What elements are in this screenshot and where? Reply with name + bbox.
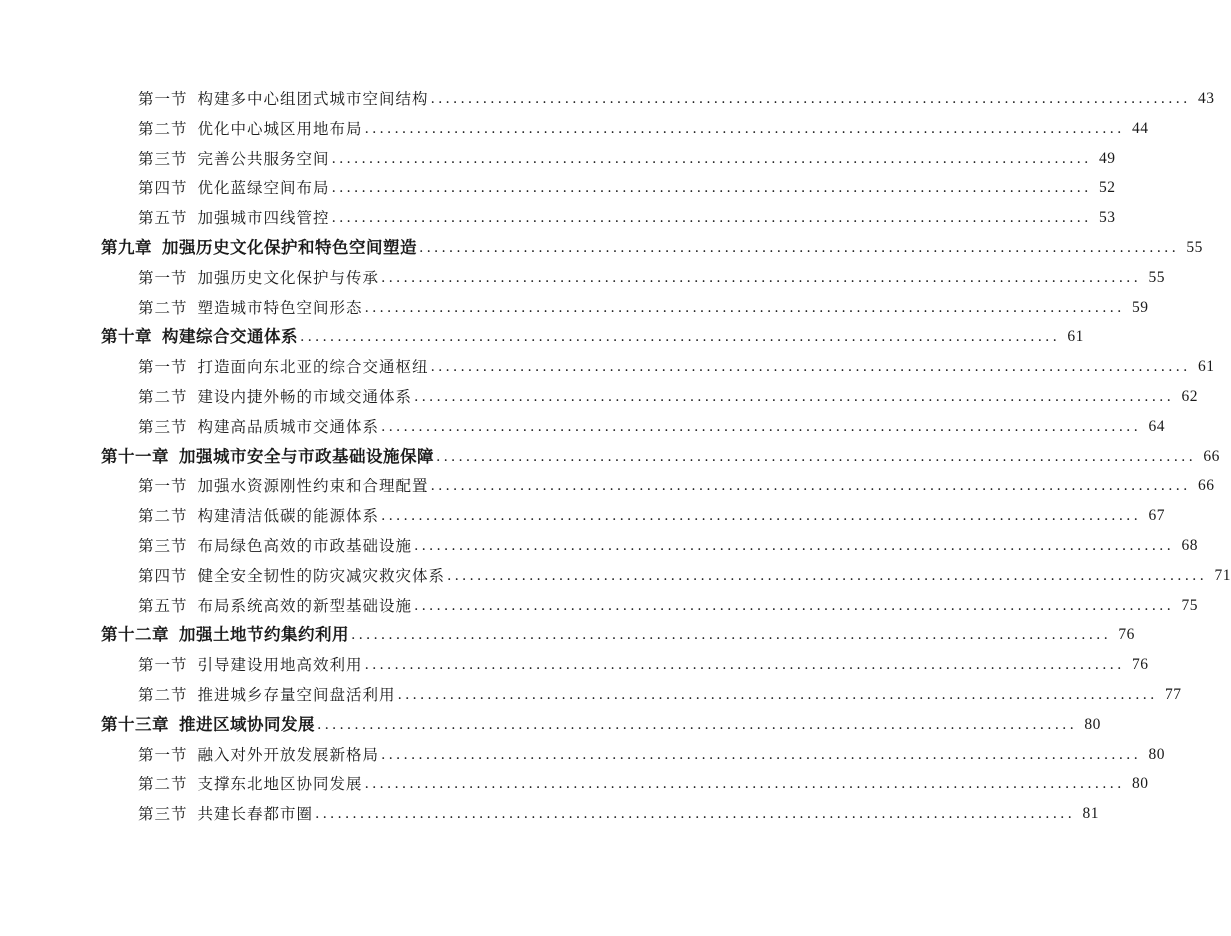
toc-page-number: 61 — [1197, 358, 1215, 376]
toc-page-number: 68 — [1181, 537, 1198, 554]
toc-section-entry[interactable] — [0, 680, 1182, 710]
toc-entry-title: 推进城乡存量空间盘活利用 — [197, 686, 396, 704]
toc-page-number: 66 — [1197, 477, 1215, 495]
toc-section-entry[interactable] — [0, 799, 1099, 829]
toc-section-entry[interactable] — [0, 412, 1165, 442]
toc-entry-title: 构建多中心组团式城市空间结构 — [197, 90, 429, 108]
toc-chapter-entry[interactable] — [0, 710, 1101, 740]
toc-section-entry[interactable] — [0, 144, 1116, 174]
toc-dot-leader: ...................................................................................................... — [447, 567, 1207, 584]
toc-entry-number: 第一节 — [138, 477, 188, 496]
toc-entry-number: 第十三章 — [101, 714, 169, 734]
toc-entry-title: 加强城市四线管控 — [197, 209, 330, 228]
toc-entry-number: 第一节 — [138, 656, 188, 675]
toc-entry-title: 建设内捷外畅的市域交通体系 — [197, 388, 413, 406]
toc-entry-number: 第三节 — [138, 805, 188, 824]
toc-section-entry[interactable] — [0, 740, 1165, 770]
toc-entry-title: 塑造城市特色空间形态 — [197, 298, 363, 317]
toc-page-number: 55 — [1148, 268, 1165, 286]
toc-entry-title: 优化蓝绿空间布局 — [197, 179, 330, 198]
toc-dot-leader: ...................................................................................................... — [419, 240, 1179, 256]
toc-entry-title: 构建高品质城市交通体系 — [197, 417, 380, 436]
toc-section-entry[interactable] — [0, 114, 1149, 144]
toc-page-number: 80 — [1084, 715, 1101, 733]
toc-entry-number: 第一节 — [138, 268, 188, 287]
toc-page-number: 80 — [1148, 745, 1165, 763]
toc-entry-title: 优化中心城区用地布局 — [197, 119, 363, 138]
toc-dot-leader: ...................................................................................................... — [414, 389, 1174, 405]
toc-entry-number: 第三节 — [138, 149, 188, 168]
toc-page-number: 71 — [1214, 566, 1231, 584]
toc-entry-number: 第二节 — [138, 119, 188, 138]
toc-dot-leader: ...................................................................................................... — [381, 508, 1141, 525]
toc-dot-leader: ...................................................................................................... — [381, 418, 1141, 435]
toc-dot-leader: ...................................................................................................... — [381, 746, 1141, 763]
toc-section-entry[interactable] — [0, 352, 1215, 382]
toc-dot-leader: ...................................................................................................... — [351, 627, 1111, 644]
toc-dot-leader: ...................................................................................................... — [381, 269, 1141, 286]
toc-chapter-entry[interactable] — [0, 233, 1203, 263]
toc-entry-number: 第九章 — [101, 238, 152, 257]
toc-entry-number: 第十章 — [101, 327, 152, 347]
toc-dot-leader: ...................................................................................................... — [436, 448, 1196, 465]
toc-page-number: 61 — [1067, 328, 1084, 346]
toc-entry-number: 第十二章 — [101, 625, 169, 645]
toc-dot-leader: ...................................................................................................... — [317, 716, 1077, 733]
toc-entry-title: 构建清洁低碳的能源体系 — [197, 507, 380, 526]
toc-dot-leader: ...................................................................................................... — [300, 329, 1060, 346]
toc-entry-title: 完善公共服务空间 — [197, 149, 330, 168]
toc-dot-leader: ...................................................................................................... — [331, 180, 1092, 197]
toc-dot-leader: ...................................................................................................... — [364, 776, 1125, 793]
toc-page-number: 64 — [1148, 417, 1165, 435]
toc-section-entry[interactable] — [0, 591, 1198, 621]
toc-section-entry[interactable] — [0, 84, 1215, 114]
toc-entry-title: 布局绿色高效的市政基础设施 — [197, 537, 413, 555]
toc-entry-title: 布局系统高效的新型基础设施 — [197, 596, 413, 615]
toc-chapter-entry[interactable] — [0, 620, 1135, 650]
toc-dot-leader: ...................................................................................................... — [315, 806, 1075, 823]
toc-entry-title: 健全安全韧性的防灾减灾救灾体系 — [197, 566, 446, 585]
toc-chapter-entry[interactable] — [0, 442, 1220, 472]
toc-dot-leader: ...................................................................................................... — [430, 91, 1191, 107]
toc-entry-number: 第二节 — [138, 507, 188, 526]
toc-entry-title: 加强历史文化保护与传承 — [197, 268, 380, 287]
toc-dot-leader: ...................................................................................................... — [414, 538, 1174, 554]
toc-page-number: 62 — [1181, 388, 1198, 405]
toc-dot-leader: ...................................................................................................... — [430, 478, 1191, 495]
toc-entry-title: 支撑东北地区协同发展 — [197, 775, 363, 794]
toc-entry-number: 第四节 — [138, 179, 188, 198]
toc-entry-title: 构建综合交通体系 — [162, 327, 298, 347]
toc-section-entry[interactable] — [0, 293, 1149, 323]
toc-entry-number: 第二节 — [138, 298, 188, 317]
toc-entry-number: 第三节 — [138, 417, 188, 436]
toc-page-number: 43 — [1197, 90, 1215, 107]
toc-entry-number: 第一节 — [138, 358, 188, 377]
toc-section-entry[interactable] — [0, 501, 1165, 531]
toc-entry-title: 加强历史文化保护和特色空间塑造 — [162, 238, 417, 257]
toc-entry-title: 推进区域协同发展 — [179, 714, 315, 734]
toc-dot-leader: ...................................................................................................... — [331, 150, 1092, 167]
toc-section-entry[interactable] — [0, 561, 1231, 591]
toc-entry-number: 第二节 — [138, 686, 188, 704]
toc-page-number: 80 — [1131, 775, 1149, 793]
toc-page-number: 66 — [1203, 447, 1220, 465]
toc-section-entry[interactable] — [0, 471, 1215, 501]
toc-page-number: 67 — [1148, 507, 1165, 525]
toc-page-number: 76 — [1131, 656, 1149, 674]
toc-entry-number: 第十一章 — [101, 446, 169, 466]
toc-entry-number: 第三节 — [138, 537, 188, 555]
toc-dot-leader: ...................................................................................................... — [397, 687, 1158, 703]
toc-entry-title: 打造面向东北亚的综合交通枢纽 — [197, 358, 429, 377]
toc-section-entry[interactable] — [0, 769, 1149, 799]
toc-entry-title: 共建长春都市圈 — [197, 805, 314, 824]
toc-entry-number: 第五节 — [138, 209, 188, 228]
toc-dot-leader: ...................................................................................................... — [364, 299, 1125, 316]
toc-entry-title: 加强城市安全与市政基础设施保障 — [179, 446, 434, 466]
toc-section-entry[interactable] — [0, 382, 1198, 412]
toc-section-entry[interactable] — [0, 263, 1165, 293]
toc-section-entry[interactable] — [0, 650, 1149, 680]
toc-page-number: 77 — [1164, 686, 1182, 703]
toc-page-number: 52 — [1098, 179, 1116, 197]
toc-chapter-entry[interactable] — [0, 322, 1084, 352]
toc-entry-number: 第一节 — [138, 745, 188, 764]
toc-page-number: 44 — [1131, 119, 1149, 137]
toc-dot-leader: ...................................................................................................... — [364, 120, 1125, 137]
toc-entry-number: 第二节 — [138, 388, 188, 406]
toc-dot-leader: ...................................................................................................... — [430, 359, 1191, 376]
toc-entry-number: 第四节 — [138, 566, 188, 585]
toc-dot-leader: ...................................................................................................... — [331, 210, 1092, 227]
toc-page-number: 81 — [1082, 805, 1099, 823]
toc-page-number: 76 — [1118, 626, 1135, 644]
toc-page-number: 59 — [1131, 298, 1149, 316]
toc-entry-title: 引导建设用地高效利用 — [197, 656, 363, 675]
toc-page-number: 53 — [1098, 209, 1116, 227]
toc-page-number: 75 — [1181, 596, 1198, 614]
toc-entry-number: 第五节 — [138, 596, 188, 615]
toc-section-entry[interactable] — [0, 203, 1116, 233]
toc-entry-title: 加强土地节约集约利用 — [179, 625, 349, 645]
toc-page-number: 55 — [1186, 239, 1203, 256]
toc-entry-number: 第一节 — [138, 90, 188, 108]
toc-entry-number: 第二节 — [138, 775, 188, 794]
toc-section-entry[interactable] — [0, 173, 1116, 203]
toc-dot-leader: ...................................................................................................... — [414, 597, 1174, 614]
toc-entry-title: 融入对外开放发展新格局 — [197, 745, 380, 764]
toc-entry-title: 加强水资源刚性约束和合理配置 — [197, 477, 429, 496]
toc-dot-leader: ...................................................................................................... — [364, 657, 1125, 674]
toc-page-number: 49 — [1098, 149, 1116, 167]
toc-section-entry[interactable] — [0, 531, 1198, 561]
